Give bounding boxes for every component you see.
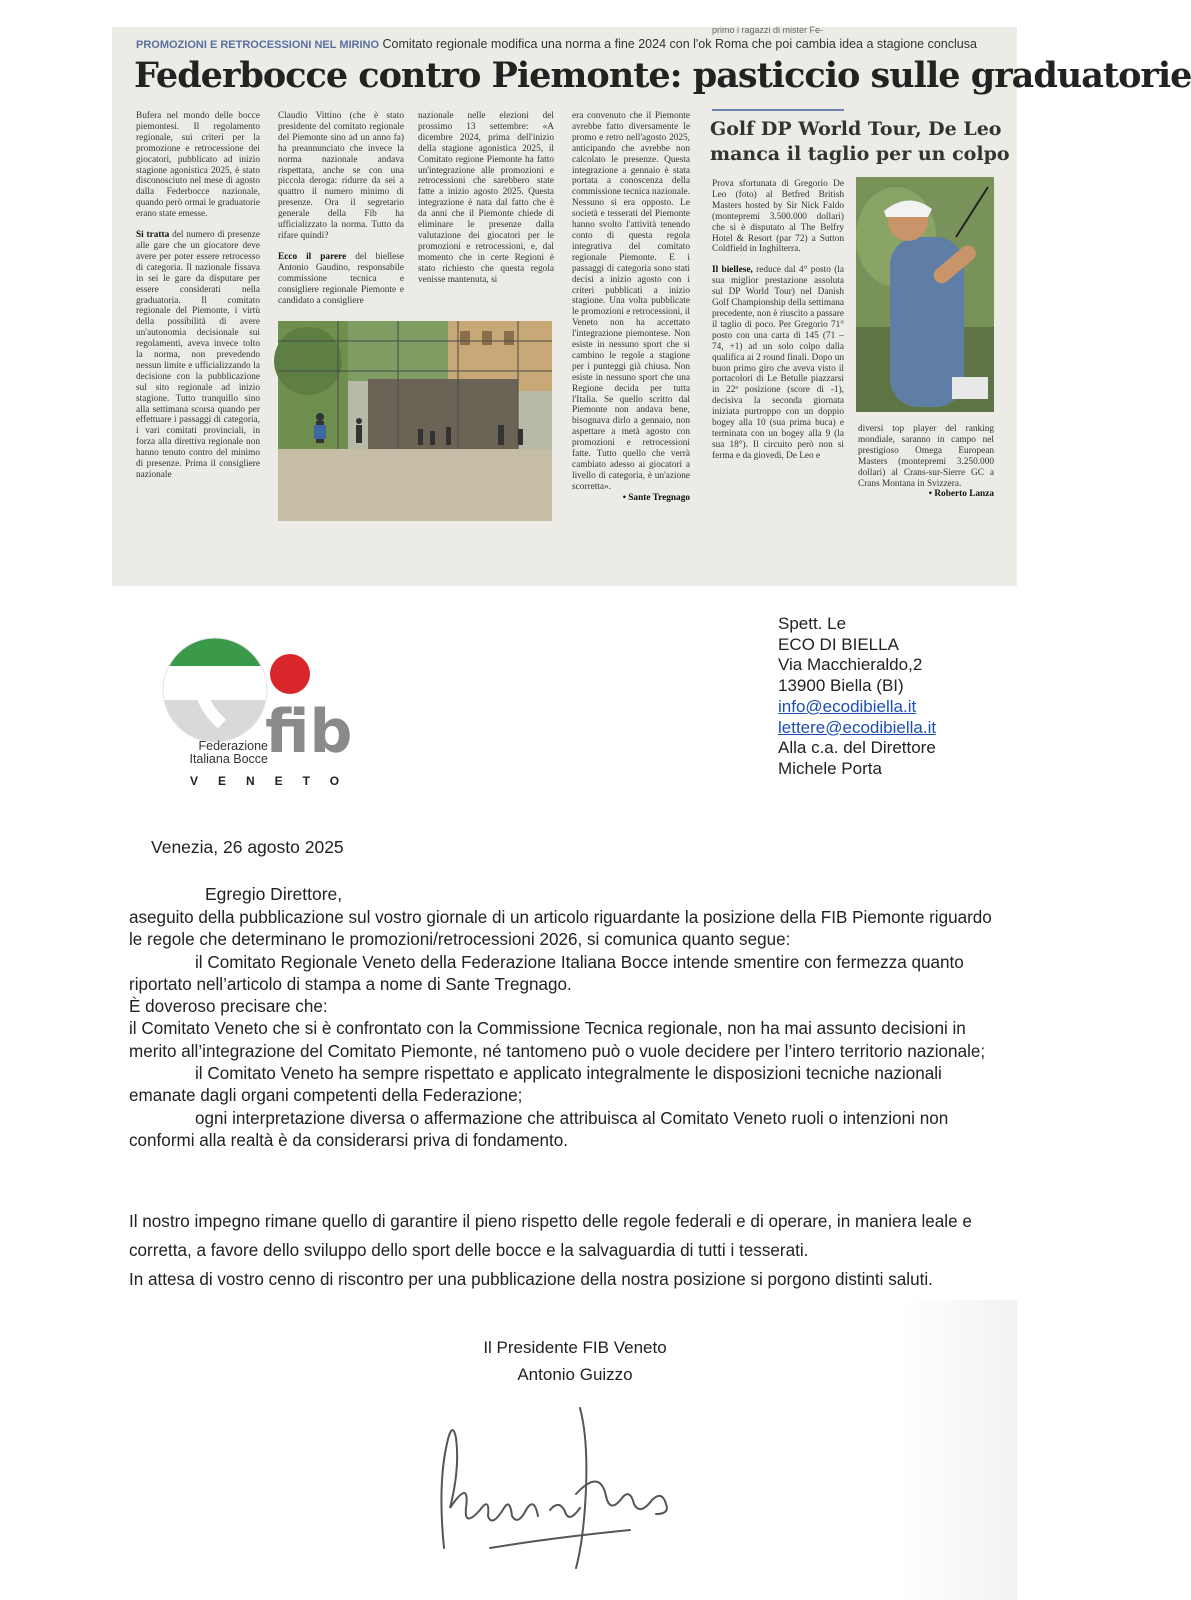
recipient-name: ECO DI BIELLA	[778, 634, 899, 654]
column-2-paragraph-a: Claudio Vittino (che è stato presidente del comitato regionale del Piemonte sino ad un anno fa) ha preannunciato che invece la norma nazionale andava rispettata, anche se con una piccola deroga: ridurre da sei a quattro il numero minimo di presenze. Ora il segretario generale della Fib ha ufficializzato la norma. Tutto da rifare quindi?	[278, 111, 404, 241]
article-byline: • Sante Tregnago	[622, 492, 690, 503]
logo-federation-name	[178, 740, 268, 766]
golf-column-1	[712, 179, 844, 462]
recipient-city: 13900 Biella (BI)	[778, 676, 904, 696]
article-kicker	[136, 37, 977, 51]
signature-block	[440, 1334, 710, 1388]
letter-paragraph-5: il Comitato Veneto ha sempre rispettato e applicato integralmente le disposizioni tecniche nazionali emanate dagli organi competenti della Federazione;	[129, 1064, 942, 1106]
column-1-lead: Si tratta	[136, 230, 170, 241]
recipient-street: Via Macchieraldo,2	[778, 655, 923, 675]
kicker-text: Comitato regionale modifica una norma a fine 2024 con l'ok Roma che poi cambia idea a stagione conclusa	[382, 37, 977, 51]
golf-headline-line-2: manca il taglio per un colpo	[710, 143, 1010, 165]
article-headline: Federbocce contro Piemonte: pasticcio sulle graduatorie	[134, 55, 1191, 96]
golf-lead: Il biellese,	[712, 265, 753, 276]
letter-paragraph-2: il Comitato Regionale Veneto della Federazione Italiana Bocce intende smentire con fermezza quanto riportato nell’articolo di stampa a nome di Sante Tregnago.	[129, 952, 964, 994]
newspaper-clipping	[112, 25, 1191, 586]
column-2-paragraph-b	[278, 252, 404, 307]
letter-paragraph-4: il Comitato Veneto che si è confrontato con la Commissione Tecnica regionale, non ha mai assunto decisioni in merito all’integrazione del Comitato Piemonte, né tantomeno può o vuole decidere per l’intero territorio nazionale;	[129, 1019, 986, 1061]
column-1-text: del numero di presenze alle gare che un giocatore deve avere per poter essere retrocesso di categoria. Il nazionale fissava in sei le gare da disputare per essere considerati nella graduatoria. Il comitato regionale del Piemonte, i virtù della possibilità di avere un'autonomia decisionale sui regolamenti, aveva invece tolto la norma, non prevedendo nessun limite e ufficializzando la decisione con la pubblicazione sul sito regionale ad inizio stagione. Tutto tranquillo sino alla settimana scorsa quando per effettuare i passaggi di categoria, i vari comitati provinciali, in forza alla direttiva regionale non hanno tenuto contro del minimo di presenze. Prima il consigliere nazionale	[136, 230, 261, 480]
article-column-3: nazionale nelle elezioni del prossimo 13 settembre: «A dicembre 2024, prima dell'inizio della stagione agonistica 2025, il Comitato regione Piemonte ha fatto un'integrazione alle promozioni e retrocessioni che sarebbero state fatte a inizio agosto 2025. Questa integrazione è nata dal fatto che è da anni che il Piemonte chiede di eliminare le presenze dalla valutazione dei giocatori per le promozioni e retrocessioni, e, dal momento che in certe Regioni è stato richiesto che questa regola venisse mantenuta, si	[418, 111, 554, 285]
column-4-text: era convenuto che il Piemonte avrebbe fatto diversamente le promo e retro nell'agosto 2025, anticipando che avrebbe non calcolato le presenze. Questa integrazione a gennaio è stata portata a conoscenza della commissione tecnica nazionale. Nessuno si era opposto. Le società e tesserati del Piemonte hanno svolto l'attività tenendo conto di questa regola integrativa del comitato regionale Piemonte. E i passaggi di categoria sono stati decisi a inizio agosto con i criteri pubblicati a inizio stagione. Una volta pubblicate le promozioni e retrocessioni, il Veneto non ha accettato l'integrazione piemontese. Non esiste in nessuno sport che si cambino le regole a stagione per i punteggi già chiusa. Non esiste in nessuno sport che una Regione decida per tutta l'Italia. Se quello scritto dal Piemonte non andava bene, bisognava dirlo a gennaio, non aspettare a metà agosto con promozioni e retrocessioni fatte. Tutto quello che verrà cambiato adesso ai giocatori a livello di categoria, è un'azione scorretta».	[572, 111, 690, 492]
recipient-attention: Alla c.a. del Direttore	[778, 738, 936, 758]
kicker-label: PROMOZIONI E RETROCESSIONI NEL MIRINO	[136, 39, 380, 51]
logo-region: VENETO	[190, 774, 360, 788]
recipient-salutation: Spett. Le	[778, 614, 847, 633]
golf-byline: • Roberto Lanza	[928, 489, 994, 500]
recipient-email-info-link[interactable]: info@ecodibiella.it	[778, 696, 917, 716]
recipient-director-name: Michele Porta	[778, 758, 882, 778]
letter-body	[129, 907, 999, 1152]
golf-column-2	[858, 424, 994, 500]
article-column-2	[278, 111, 404, 306]
fib-veneto-logo	[160, 632, 370, 792]
logo-line-2: Italiana Bocce	[189, 752, 268, 766]
golf-text-b: reduce dal 4° posto (la sua miglior prestazione assoluta sul DP World Tour) nel Danish Golf Championship della settimana precedente, non è riuscito a passare il taglio di poco. Per Gregorio 71° posto con una carta di 145 (71 – 74, +1) ad un solo colpo dalla qualifica ai 2 round finali. Dopo un buon primo giro che aveva visto il portacolori di Le Betulle piazzarsi in 22ª posizione (score di -1), decisiva la seconda giornata iniziata purtroppo con un doppio bogey alla 10 (sua prima buca) e terminata con un bogey alla 9 (la sua 18°). Il circuito però non si ferma e da giovedì, De Leo e	[712, 265, 844, 461]
logo-line-1: Federazione	[198, 739, 268, 753]
bocce-court-photo	[278, 321, 552, 521]
golf-section-rule	[712, 109, 844, 111]
golf-paragraph-b	[712, 265, 844, 461]
article-column-4	[572, 111, 690, 504]
letter-closing	[129, 1207, 999, 1294]
fib-wordmark: fib	[265, 697, 353, 767]
column-2-lead: Ecco il parere	[278, 251, 347, 262]
signatory-title: Il Presidente FIB Veneto	[483, 1338, 667, 1357]
handwritten-signature	[430, 1398, 690, 1578]
recipient-address	[778, 614, 936, 780]
recipient-email-lettere-link[interactable]: lettere@ecodibiella.it	[778, 717, 937, 737]
signatory-name: Antonio Guizzo	[517, 1365, 633, 1384]
page-edge-shadow	[900, 1300, 1017, 1600]
letter-paragraph-7: Il nostro impegno rimane quello di garantire il pieno rispetto delle regole federali e di operare, in maniera leale e corretta, a favore dello sviluppo dello sport delle bocce e la salvaguardia di tutti i tesserati.	[129, 1212, 972, 1260]
golf-paragraph-a: Prova sfortunata di Gregorio De Leo (foto) al Betfred British Masters hosted by Sir Nick Faldo (montepremi 3.500.000 dollari) che si è disputato al The Belfry Hotel & Resort (par 72) a Sutton Coldfield in Inghilterra.	[712, 179, 844, 255]
article-column-1	[136, 111, 260, 481]
letter-paragraph-1: aseguito della pubblicazione sul vostro giornale di un articolo riguardante la posizione della FIB Piemonte riguardo le regole che determinano le promozioni/retrocessioni 2026, si comunica quanto segue:	[129, 908, 992, 950]
letter-paragraph-8: In attesa di vostro cenno di riscontro per una pubblicazione della nostra posizione si porgono distinti saluti.	[129, 1270, 933, 1289]
golf-headline	[710, 117, 1010, 167]
column-1-paragraph-b	[136, 230, 260, 481]
clipping-top-strip: primo i ragazzi di mister Fe-	[712, 25, 824, 35]
golfer-photo	[856, 177, 994, 412]
golf-text-c: diversi top player del ranking mondiale, saranno in campo nel prestigioso Omega European Masters (montepremi 3.250.000 dollari) al Crans-sur-Sierre GC a Crans Montana in Svizzera.	[858, 424, 994, 489]
letter-paragraph-3: È doveroso precisare che:	[129, 997, 328, 1017]
golf-headline-line-1: Golf DP World Tour, De Leo	[710, 118, 1002, 140]
column-1-paragraph-a: Bufera nel mondo delle bocce piemontesi. Il regolamento regionale, sui criteri per la promozione e retrocessione dei giocatori, pubblicato ad inizio stagione agonistica 2025, è stato disconosciuto nel mese di agosto dalla Federbocce nazionale, quando però ormai le graduatorie erano state emesse.	[136, 111, 260, 220]
letter-date: Venezia, 26 agosto 2025	[151, 837, 344, 857]
column-2-text: del biellese Antonio Gaudino, responsabile commissione tecnica e consigliere regionale Piemonte e candidato a consigliere	[278, 251, 404, 306]
letter-greeting: Egregio Direttore,	[205, 884, 343, 904]
letter-paragraph-6: ogni interpretazione diversa o affermazione che attribuisca al Comitato Veneto ruoli o intenzioni non conformi alla realtà è da considerarsi priva di fondamento.	[129, 1108, 949, 1150]
